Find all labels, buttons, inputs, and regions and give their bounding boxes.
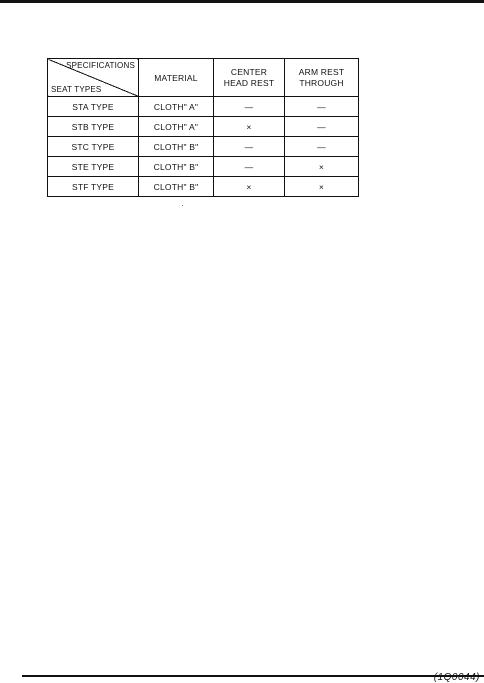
material-cell: CLOTH" B" <box>139 177 214 197</box>
table-row <box>48 137 359 157</box>
seat-type-cell: STA TYPE <box>48 97 139 117</box>
table-row <box>48 117 359 137</box>
arm-rest-through-header-line2: THROUGH <box>299 77 344 88</box>
arm-rest-through-cell: — <box>285 117 359 137</box>
table-row <box>48 97 359 117</box>
arm-rest-through-cell: — <box>285 137 359 157</box>
material-cell: CLOTH" B" <box>139 157 214 177</box>
arm-rest-through-cell: — <box>285 97 359 117</box>
seat-types-label: SEAT TYPES <box>51 85 102 94</box>
center-head-rest-cell: — <box>214 157 285 177</box>
center-head-rest-header-line1: CENTER <box>230 66 268 77</box>
arm-rest-through-header-line1: ARM REST <box>298 66 345 77</box>
center-head-rest-header-line2: HEAD REST <box>223 77 275 88</box>
table-row <box>48 157 359 177</box>
material-cell: CLOTH" B" <box>139 137 214 157</box>
arm-rest-through-cell: × <box>285 177 359 197</box>
seat-type-cell: STC TYPE <box>48 137 139 157</box>
figure-code: (1Q0044) <box>433 672 480 683</box>
seat-type-cell: STE TYPE <box>48 157 139 177</box>
specifications-label: SPECIFICATIONS <box>66 61 135 70</box>
bottom-rule <box>22 675 484 677</box>
top-rule <box>0 0 484 3</box>
seat-type-cell: STB TYPE <box>48 117 139 137</box>
seat-specification-table <box>47 58 359 197</box>
center-head-rest-cell: × <box>214 177 285 197</box>
corner-header-cell <box>48 59 139 97</box>
material-header: MATERIAL <box>139 59 214 97</box>
center-head-rest-cell: — <box>214 137 285 157</box>
center-head-rest-cell: × <box>214 117 285 137</box>
table-row <box>48 177 359 197</box>
scan-speck <box>182 205 183 206</box>
table-header-row <box>48 59 359 97</box>
arm-rest-through-cell: × <box>285 157 359 177</box>
arm-rest-through-header <box>285 59 359 97</box>
center-head-rest-header <box>214 59 285 97</box>
center-head-rest-cell: — <box>214 97 285 117</box>
seat-type-cell: STF TYPE <box>48 177 139 197</box>
material-cell: CLOTH" A" <box>139 117 214 137</box>
material-cell: CLOTH" A" <box>139 97 214 117</box>
